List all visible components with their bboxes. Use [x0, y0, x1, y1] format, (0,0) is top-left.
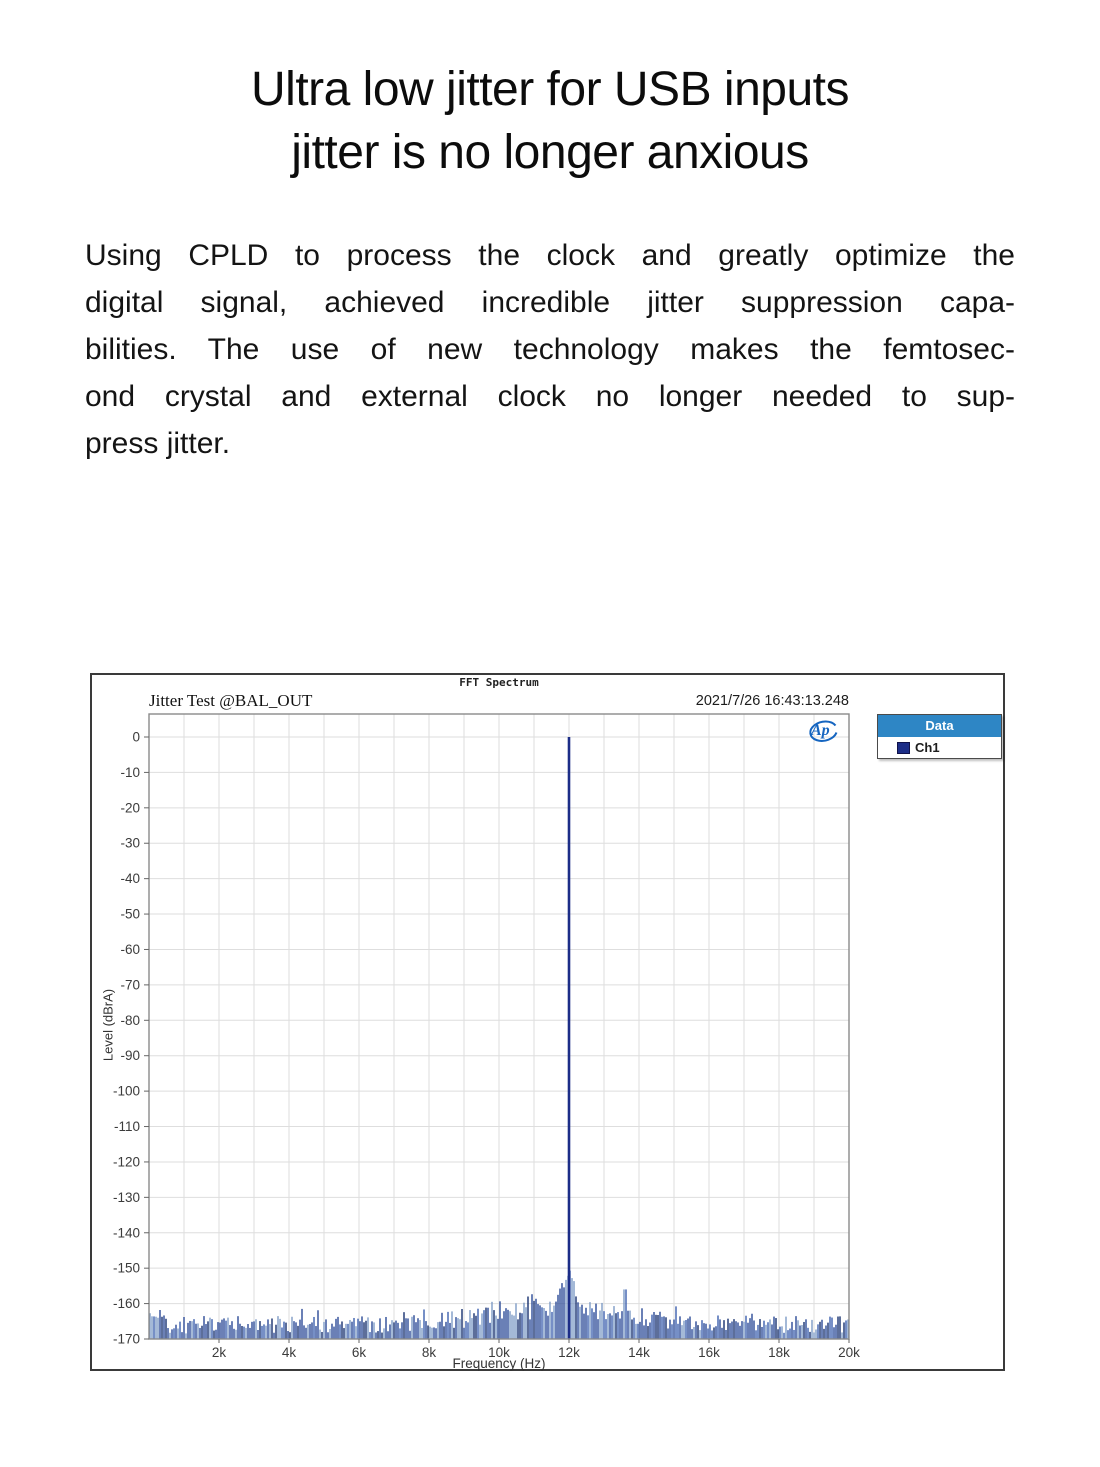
legend-box [877, 714, 1002, 759]
fft-chart-frame [90, 673, 1005, 1371]
svg-text:-10: -10 [120, 764, 140, 780]
svg-text:-90: -90 [120, 1048, 140, 1064]
svg-text:8k: 8k [421, 1345, 437, 1360]
legend-header: Data [878, 715, 1001, 737]
paragraph-line: bilities. The use of new technology makes the femtosec- [85, 333, 1015, 366]
audio-precision-logo [802, 719, 842, 747]
svg-text:-30: -30 [120, 835, 140, 851]
ap-logo-text: Ap [811, 722, 830, 739]
svg-text:-100: -100 [112, 1083, 140, 1099]
svg-text:14k: 14k [628, 1345, 650, 1360]
svg-text:-130: -130 [112, 1189, 140, 1205]
chart-timestamp: 2021/7/26 16:43:13.248 [695, 693, 849, 709]
y-axis-label: Level (dBrA) [100, 988, 116, 1062]
svg-text:-110: -110 [113, 1119, 140, 1135]
svg-text:10k: 10k [488, 1345, 510, 1360]
svg-text:16k: 16k [698, 1345, 720, 1360]
svg-text:-40: -40 [120, 871, 140, 887]
fft-spectrum-plot [92, 675, 1007, 1373]
svg-text:20k: 20k [838, 1345, 860, 1360]
legend-item-label: Ch1 [915, 740, 940, 755]
page-title-line-2: jitter is no longer anxious [291, 126, 809, 179]
chart-subtitle: Jitter Test @BAL_OUT [149, 691, 313, 710]
legend-item-ch1 [878, 737, 1001, 758]
svg-text:-170: -170 [112, 1331, 140, 1347]
page-title-line-1: Ultra low jitter for USB inputs [250, 63, 850, 116]
svg-text:-80: -80 [120, 1012, 140, 1028]
ch1-color-swatch [897, 742, 910, 754]
svg-text:-120: -120 [112, 1154, 140, 1170]
svg-text:-160: -160 [112, 1296, 140, 1312]
paragraph-line: press jitter. [85, 427, 231, 460]
body-paragraph [85, 232, 1015, 467]
svg-text:-60: -60 [120, 941, 140, 957]
svg-text:-140: -140 [112, 1225, 140, 1241]
svg-text:-150: -150 [112, 1260, 140, 1276]
svg-text:0: 0 [132, 729, 140, 745]
x-axis-label: Frequency (Hz) [452, 1356, 546, 1371]
svg-text:-70: -70 [120, 977, 140, 993]
svg-text:6k: 6k [351, 1345, 367, 1360]
svg-text:-20: -20 [120, 800, 140, 816]
svg-text:18k: 18k [768, 1345, 790, 1360]
svg-text:4k: 4k [281, 1345, 297, 1360]
svg-text:2k: 2k [211, 1345, 227, 1360]
paragraph-line: digital signal, achieved incredible jitter suppression capa- [85, 286, 1015, 319]
page-title [0, 58, 1100, 184]
paragraph-line: ond crystal and external clock no longer needed to sup- [85, 380, 1015, 413]
paragraph-line: Using CPLD to process the clock and greatly optimize the [85, 239, 1015, 272]
svg-text:-50: -50 [120, 906, 140, 922]
chart-title: FFT Spectrum [459, 676, 539, 689]
svg-text:12k: 12k [558, 1345, 580, 1360]
